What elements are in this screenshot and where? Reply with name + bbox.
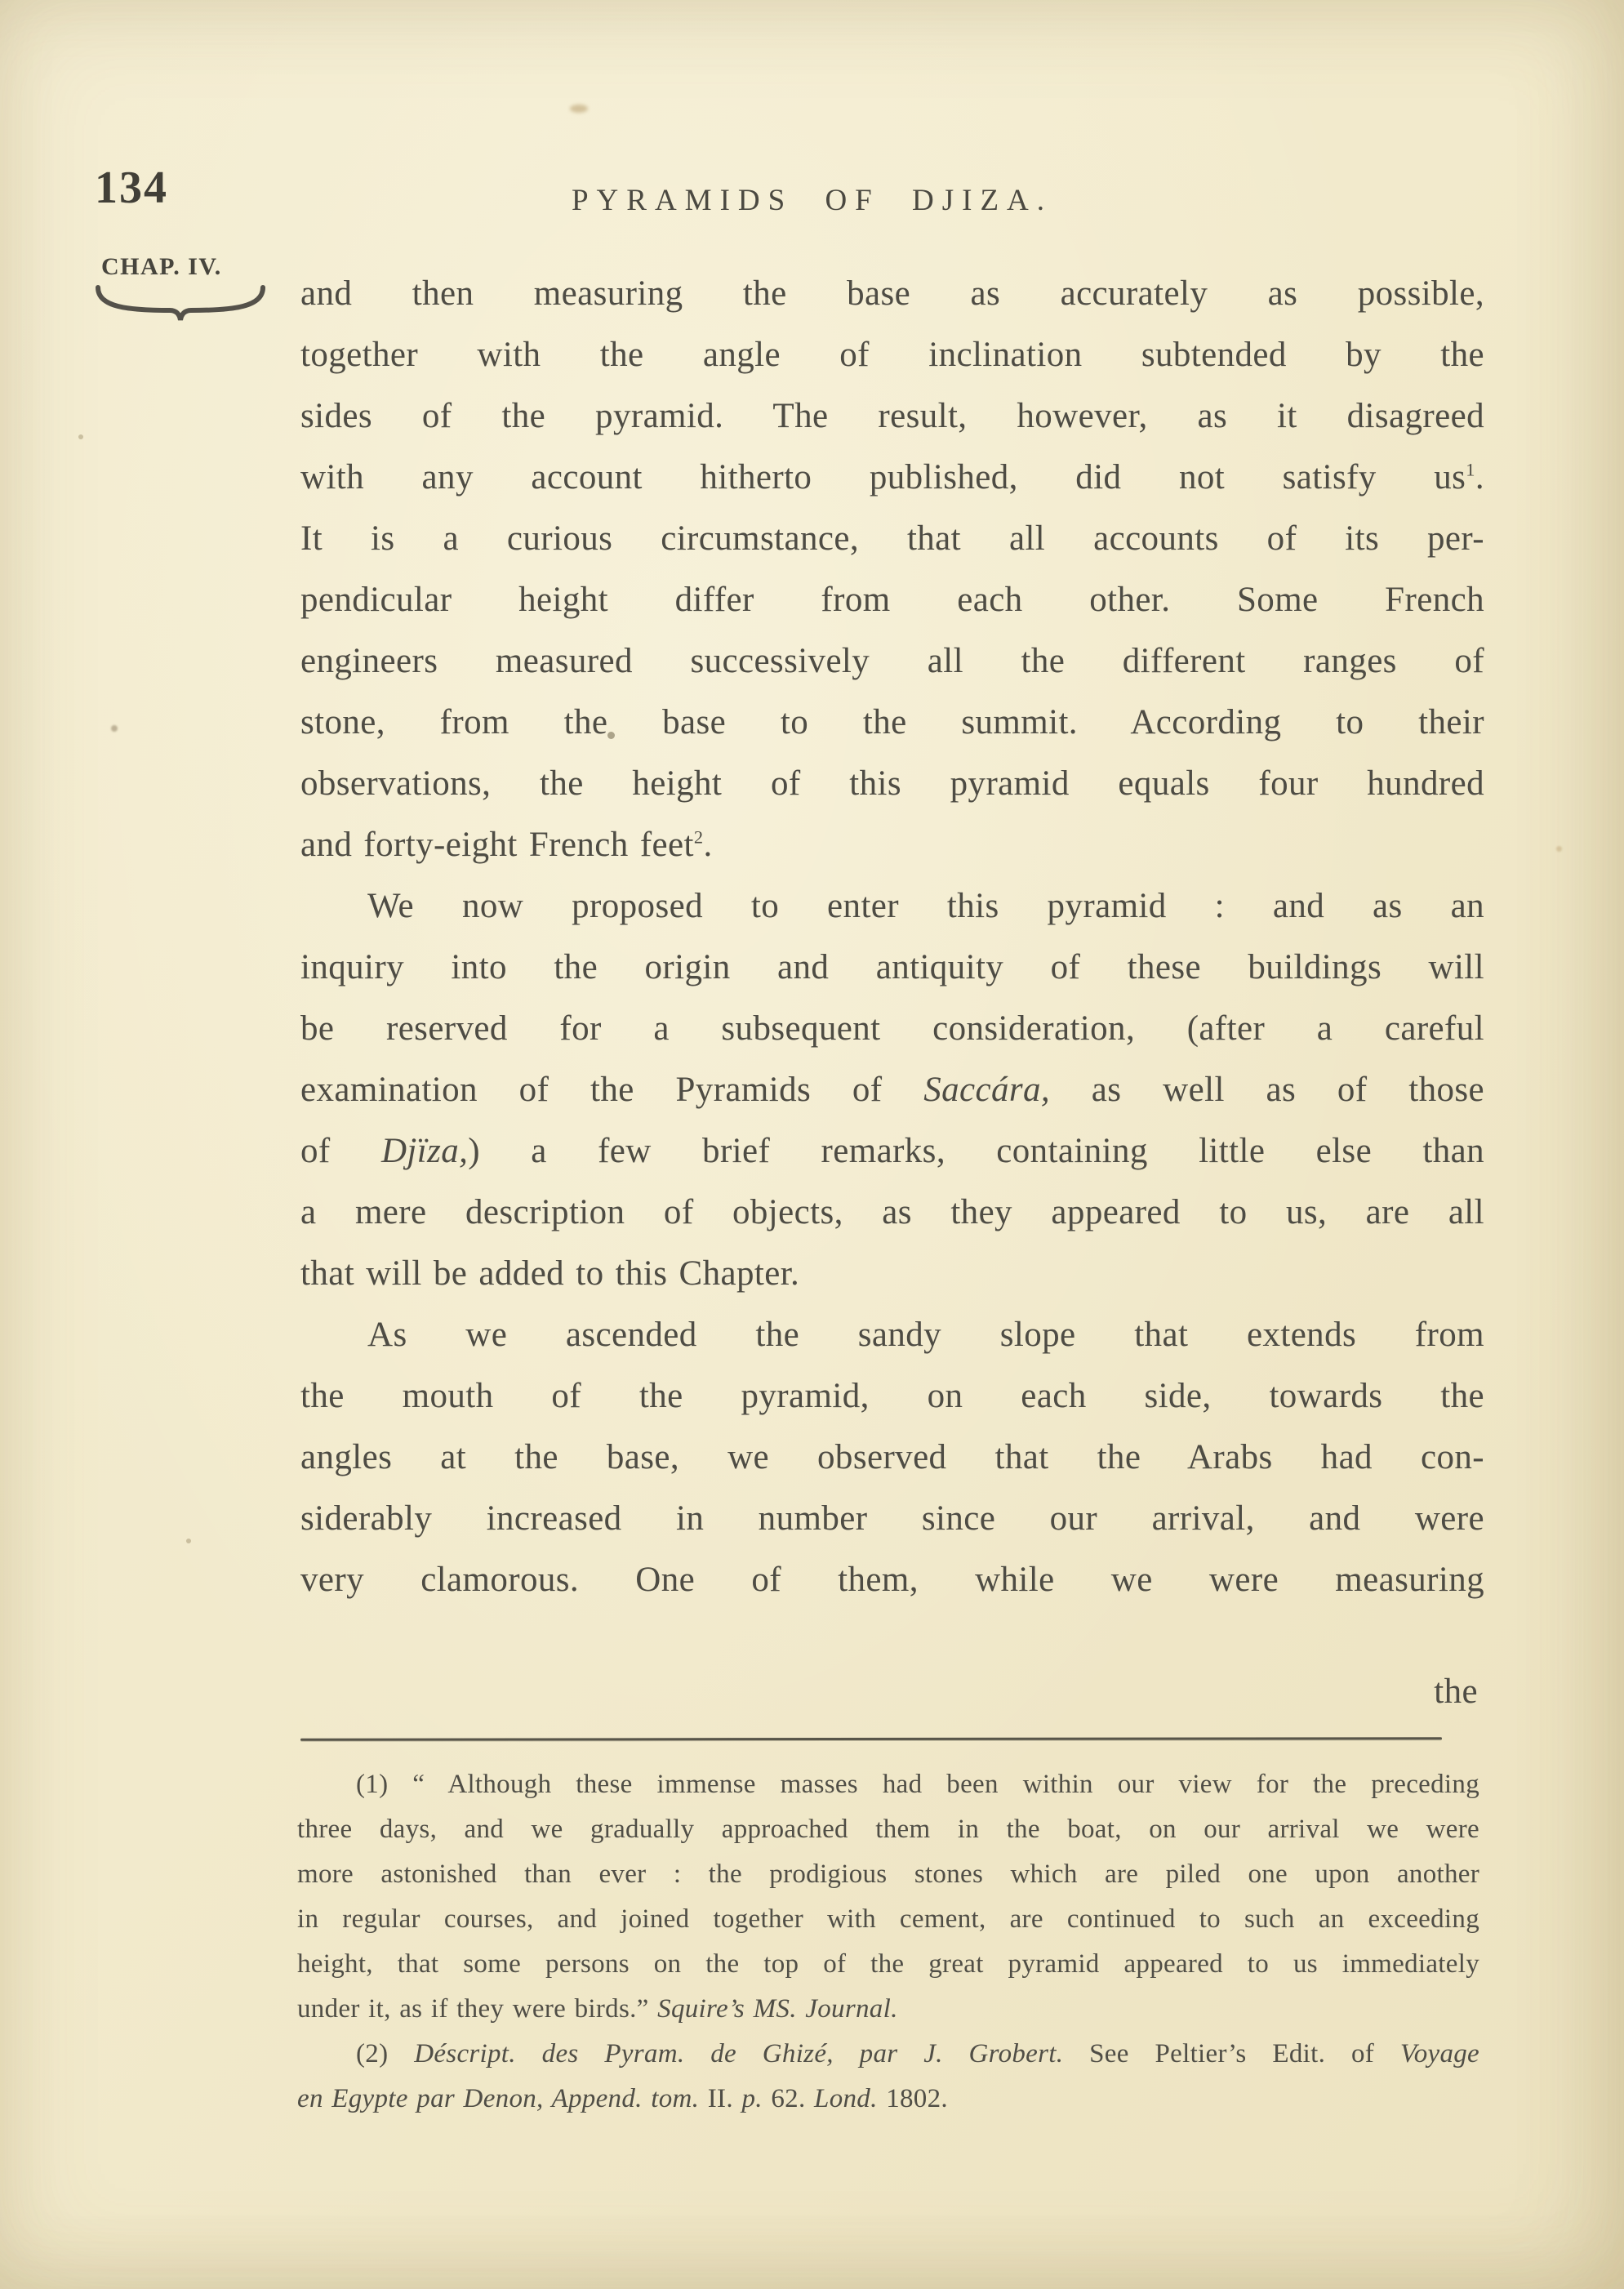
text-line: It is a curious circumstance, that all accounts of its per- bbox=[300, 519, 1484, 558]
text-line: examination of the Pyramids of Saccára, as well as of those bbox=[300, 1071, 1484, 1109]
text-line: observations, the height of this pyramid equals four hundred bbox=[300, 764, 1484, 803]
footnote-2 bbox=[297, 2032, 1479, 2122]
page-number: 134 bbox=[95, 163, 168, 213]
running-header: PYRAMIDS OF DJIZA. bbox=[571, 184, 1053, 217]
text-line: inquiry into the origin and antiquity of these buildings will bbox=[300, 948, 1484, 986]
paragraph bbox=[300, 263, 1484, 875]
paper-speckle bbox=[111, 725, 118, 732]
text-line: engineers measured successively all the different ranges of bbox=[300, 642, 1484, 680]
paper-speckle bbox=[186, 1539, 191, 1543]
text-line: a mere description of objects, as they appeared to us, are all bbox=[300, 1193, 1484, 1231]
footnotes-block bbox=[297, 1762, 1479, 2122]
catchword: the bbox=[1434, 1672, 1478, 1711]
text-line: with any account hitherto published, did not satisfy $us^1$. bbox=[300, 458, 1484, 497]
footnote-line: in regular courses, and joined together with cement, are continued to such an exceeding bbox=[297, 1904, 1479, 1934]
footnote-line: three days, and we gradually approached them in the boat, on our arrival we were bbox=[297, 1815, 1479, 1844]
text-line: stone, from the base to the summit. According to their bbox=[300, 703, 1484, 741]
paragraph bbox=[300, 1304, 1484, 1610]
footnote-line: (2) Déscript. des Pyram. de Ghizé, par J. Grobert. See Peltier’s Edit. of Voyage bbox=[356, 2039, 1479, 2069]
text-line: sides of the pyramid. The result, however, as it disagreed bbox=[300, 397, 1484, 435]
text-line: the mouth of the pyramid, on each side, towards the bbox=[300, 1377, 1484, 1415]
text-line: siderably increased in number since our arrival, and were bbox=[300, 1499, 1484, 1538]
paper-speckle bbox=[570, 105, 588, 113]
text-line: and then measuring the base as accurately as possible, bbox=[300, 274, 1484, 313]
paper-speckle bbox=[78, 434, 83, 439]
text-line: We now proposed to enter this pyramid : and as an bbox=[367, 887, 1484, 925]
footnote-line: under it, as if they were birds.” Squire’s MS. Journal. bbox=[297, 1994, 898, 2024]
text-line: of Djïza,) a few brief remarks, containing little else than bbox=[300, 1132, 1484, 1170]
footnote-line: height, that some persons on the top of the great pyramid appeared to us immediately bbox=[297, 1949, 1479, 1979]
text-line: that will be added to this Chapter. bbox=[300, 1254, 800, 1293]
footnote-line: en Egypte par Denon, Append. tom. II. p. 62. Lond. 1802. bbox=[297, 2084, 948, 2113]
chapter-sidenote: CHAP. IV. bbox=[101, 253, 222, 280]
underbrace-icon bbox=[91, 283, 269, 323]
text-line: very clamorous. One of them, while we were measuring bbox=[300, 1561, 1484, 1599]
footnote-1 bbox=[297, 1762, 1479, 2032]
text-line: and forty-eight French feet$^2$. bbox=[300, 826, 713, 864]
main-text-column bbox=[300, 263, 1484, 1722]
text-line: be reserved for a subsequent consideration, (after a careful bbox=[300, 1009, 1484, 1048]
footnote-line: more astonished than ever : the prodigious stones which are piled one upon another bbox=[297, 1859, 1479, 1889]
text-line: angles at the base, we observed that the Arabs had con- bbox=[300, 1438, 1484, 1476]
paper-speckle bbox=[1556, 846, 1562, 852]
paragraph bbox=[300, 875, 1484, 1304]
text-line: pendicular height differ from each other. Some French bbox=[300, 581, 1484, 619]
text-line: together with the angle of inclination subtended by the bbox=[300, 336, 1484, 374]
text-line: As we ascended the sandy slope that extends from bbox=[367, 1316, 1484, 1354]
footnote-line: (1) “ Although these immense masses had been within our view for the preceding bbox=[356, 1770, 1479, 1799]
footnote-divider bbox=[300, 1737, 1442, 1740]
